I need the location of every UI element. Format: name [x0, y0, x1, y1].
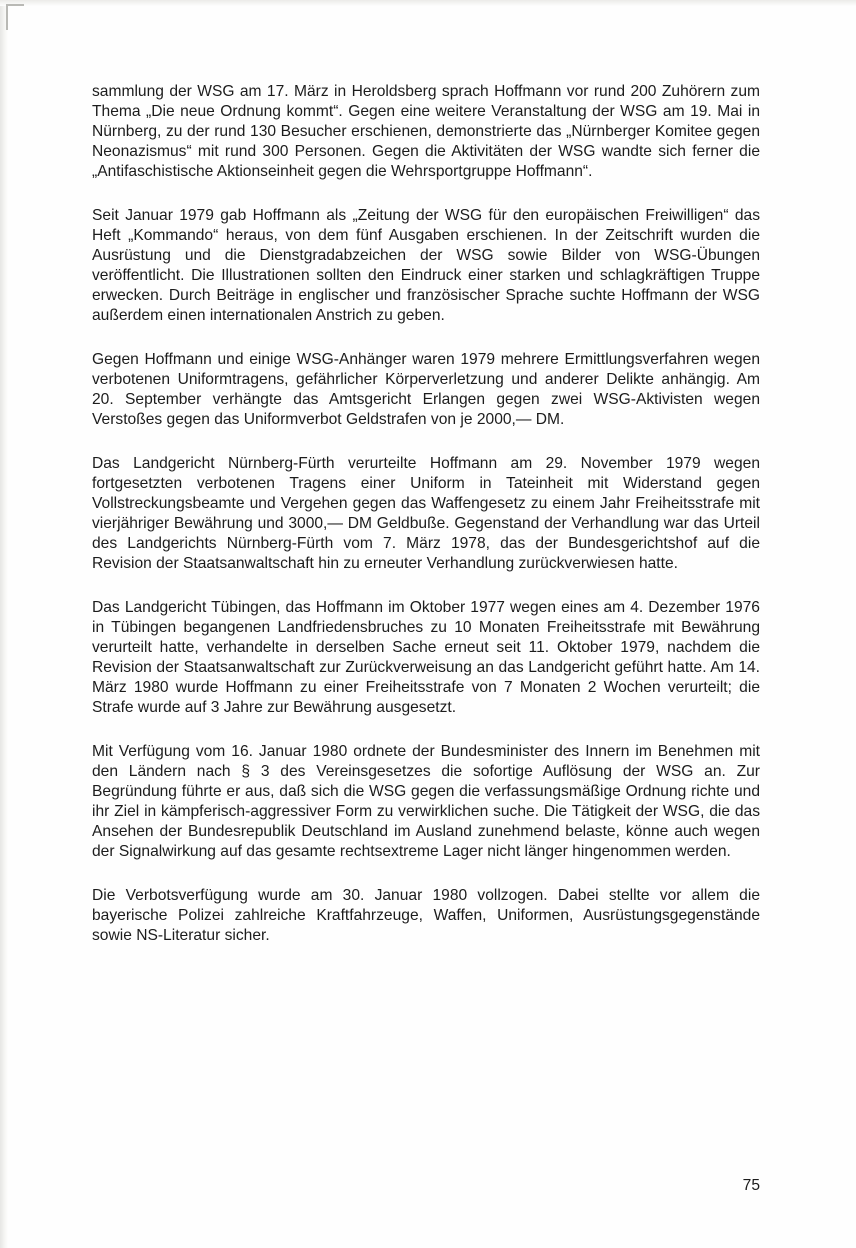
scan-corner-mark-vertical: [6, 4, 8, 30]
paragraph-ban-order: Mit Verfügung vom 16. Januar 1980 ordnete der Bundesminister des Innern im Benehmen mit den Ländern nach § 3 des Vereinsgesetzes die sofortige Auflösung der WSG an. Zur Begründung führte er aus, daß sich die WSG gegen die verfassungsmäßige Ordnung richte und ihr Ziel in kämpferisch-aggressiver Form zu verwirklichen suche. Die Tätigkeit der WSG, die das Ansehen der Bundesrepublik Deutschland im Ausland zunehmend belaste, könne auch wegen der Signalwirkung auf das gesamte rechtsextreme Lager nicht länger hingenommen werden.: [92, 743, 760, 860]
body-text: [92, 82, 760, 970]
paragraph-kommando-magazine: Seit Januar 1979 gab Hoffmann als „Zeitung der WSG für den europäischen Freiwilligen“ das Heft „Kommando“ heraus, von dem fünf Ausgaben erschienen. In der Zeitschrift wurden die Ausrüstung und die Dienstgradabzeichen der WSG sowie Bilder von WSG-Übungen veröffentlicht. Die Illustrationen sollten den Eindruck einer starken und schlagkräftigen Truppe erwecken. Durch Beiträge in englischer und französischer Sprache suchte Hoffmann der WSG außerdem einen internationalen Anstrich zu geben.: [92, 207, 760, 324]
paragraph-wsg-events: sammlung der WSG am 17. März in Heroldsberg sprach Hoffmann vor rund 200 Zuhörern zum Thema „Die neue Ordnung kommt“. Gegen eine weitere Veranstaltung der WSG am 19. Mai in Nürnberg, zu der rund 130 Besucher erschienen, demonstrierte das „Nürnberger Komitee gegen Neonazismus“ mit rund 300 Personen. Gegen die Aktivitäten der WSG wandte sich ferner die „Antifaschistische Aktionseinheit gegen die Wehrsportgruppe Hoffmann“.: [92, 83, 760, 180]
scan-corner-mark: [6, 4, 24, 6]
paragraph-investigations: Gegen Hoffmann und einige WSG-Anhänger waren 1979 mehrere Ermittlungsverfahren wegen verbotenen Uniformtragens, gefährlicher Körperverletzung und anderer Delikte anhängig. Am 20. September verhängte das Amtsgericht Erlangen gegen zwei WSG-Aktivisten wegen Verstoßes gegen das Uniformverbot Geldstrafen von je 2000,— DM.: [92, 351, 760, 428]
paragraph-tuebingen-verdict: Das Landgericht Tübingen, das Hoffmann im Oktober 1977 wegen eines am 4. Dezember 1976 in Tübingen begangenen Landfriedensbruches zu 10 Monaten Freiheitsstrafe mit Bewährung verurteilt hatte, verhandelte in derselben Sache erneut seit 11. Oktober 1979, nachdem die Revision der Staatsanwaltschaft zur Zurückverweisung an das Landgericht geführt hatte. Am 14. März 1980 wurde Hoffmann zu einer Freiheitsstrafe von 7 Monaten 2 Wochen verurteilt; die Strafe wurde auf 3 Jahre zur Bewährung ausgesetzt.: [92, 599, 760, 716]
paragraph-nuernberg-verdict: Das Landgericht Nürnberg-Fürth verurteilte Hoffmann am 29. November 1979 wegen fortgesetzten verbotenen Tragens einer Uniform in Tateinheit mit Widerstand gegen Vollstreckungsbeamte und Vergehen gegen das Waffengesetz zu einem Jahr Freiheitsstrafe mit vierjähriger Bewährung und 3000,— DM Geldbuße. Gegenstand der Verhandlung war das Urteil des Landgerichts Nürnberg-Fürth vom 7. März 1978, das der Bundesgerichtshof auf die Revision der Staatsanwaltschaft hin zu erneuter Verhandlung zurückverwiesen hatte.: [92, 455, 760, 572]
page-top-edge: [0, 0, 856, 6]
page-number: 75: [742, 1177, 760, 1194]
page-left-edge: [0, 0, 8, 1248]
paragraph-ban-execution: Die Verbotsverfügung wurde am 30. Januar 1980 vollzogen. Dabei stellte vor allem die bayerische Polizei zahlreiche Kraftfahrzeuge, Waffen, Uniformen, Ausrüstungsgegenstände sowie NS-Literatur sicher.: [92, 887, 760, 944]
